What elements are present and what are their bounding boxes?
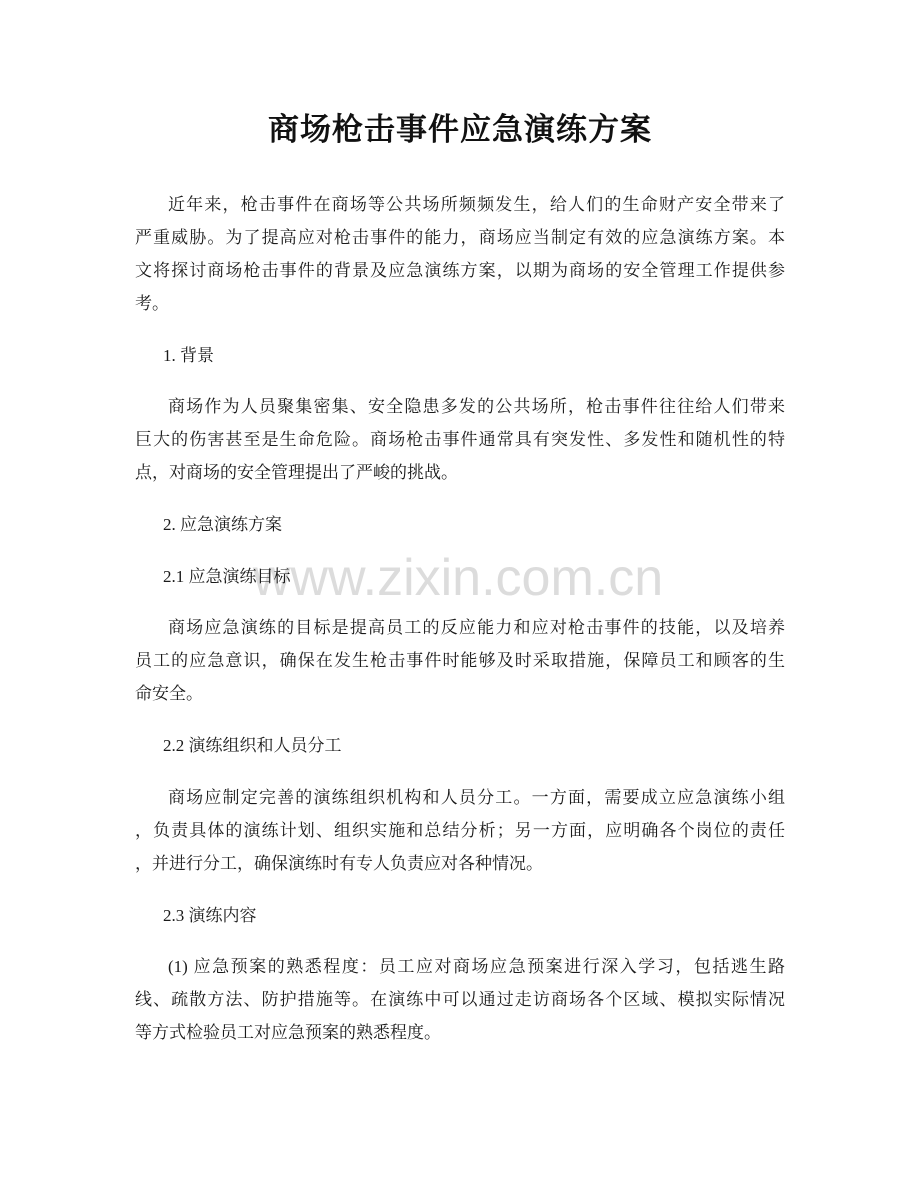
heading-text: 2. 应急演练方案 xyxy=(163,515,282,535)
paragraph-line: 文将探讨商场枪击事件的背景及应急演练方案，以期为商场的安全管理工作提供参 xyxy=(135,261,785,280)
paragraph-line: 巨大的伤害甚至是生命危险。商场枪击事件通常具有突发性、多发性和随机性的特 xyxy=(135,430,785,450)
document-title: 商场枪击事件应急演练方案 xyxy=(268,112,652,147)
heading-text: 1. 背景 xyxy=(163,345,214,365)
watermark: www.zixin.com.cn xyxy=(252,549,664,607)
paragraph-line: ，负责具体的演练计划、组织实施和总结分析；另一方面，应明确各个岗位的责任 xyxy=(135,820,785,840)
paragraph-organization xyxy=(135,781,785,880)
paragraph-line: (1) 应急预案的熟悉程度：员工应对商场应急预案进行深入学习，包括逃生路 xyxy=(168,957,785,977)
subsection-heading-drill-content xyxy=(135,899,785,932)
paragraph-line: 商场作为人员聚集密集、安全隐患多发的公共场所，枪击事件往往给人们带来 xyxy=(168,397,785,417)
subsection-heading-organization xyxy=(135,729,785,762)
paragraph-drill-content-item-1 xyxy=(135,950,785,1049)
paragraph-drill-goal xyxy=(135,611,785,710)
paragraph-line: ，并进行分工，确保演练时有专人负责应对各种情况。 xyxy=(135,853,543,873)
paragraph-line: 等方式检验员工对应急预案的熟悉程度。 xyxy=(135,1023,441,1043)
section-heading-background xyxy=(135,339,785,372)
heading-text: 2.1 应急演练目标 xyxy=(163,566,291,586)
subsection-heading-drill-goal xyxy=(135,560,785,593)
paragraph-line: 严重威胁。为了提高应对枪击事件的能力，商场应当制定有效的应急演练方案。本 xyxy=(135,228,785,247)
paragraph-line: 线、疏散方法、防护措施等。在演练中可以通过走访商场各个区域、模拟实际情况 xyxy=(135,990,785,1010)
paragraph-line: 点，对商场的安全管理提出了严峻的挑战。 xyxy=(135,463,458,483)
heading-text: 2.3 演练内容 xyxy=(163,905,257,925)
paragraph-intro xyxy=(135,188,785,320)
paragraph-line: 命安全。 xyxy=(135,684,203,704)
document-body xyxy=(135,188,785,1068)
paragraph-background xyxy=(135,390,785,489)
heading-text: 2.2 演练组织和人员分工 xyxy=(163,736,342,756)
paragraph-line: 近年来，枪击事件在商场等公共场所频频发生，给人们的生命财产安全带来了 xyxy=(168,195,785,214)
section-heading-drill-plan xyxy=(135,508,785,541)
paragraph-line: 考。 xyxy=(135,294,169,313)
paragraph-line: 员工的应急意识，确保在发生枪击事件时能够及时采取措施，保障员工和顾客的生 xyxy=(135,651,785,671)
paragraph-line: 商场应制定完善的演练组织机构和人员分工。一方面，需要成立应急演练小组 xyxy=(168,787,785,807)
paragraph-line: 商场应急演练的目标是提高员工的反应能力和应对枪击事件的技能，以及培养 xyxy=(168,618,785,638)
